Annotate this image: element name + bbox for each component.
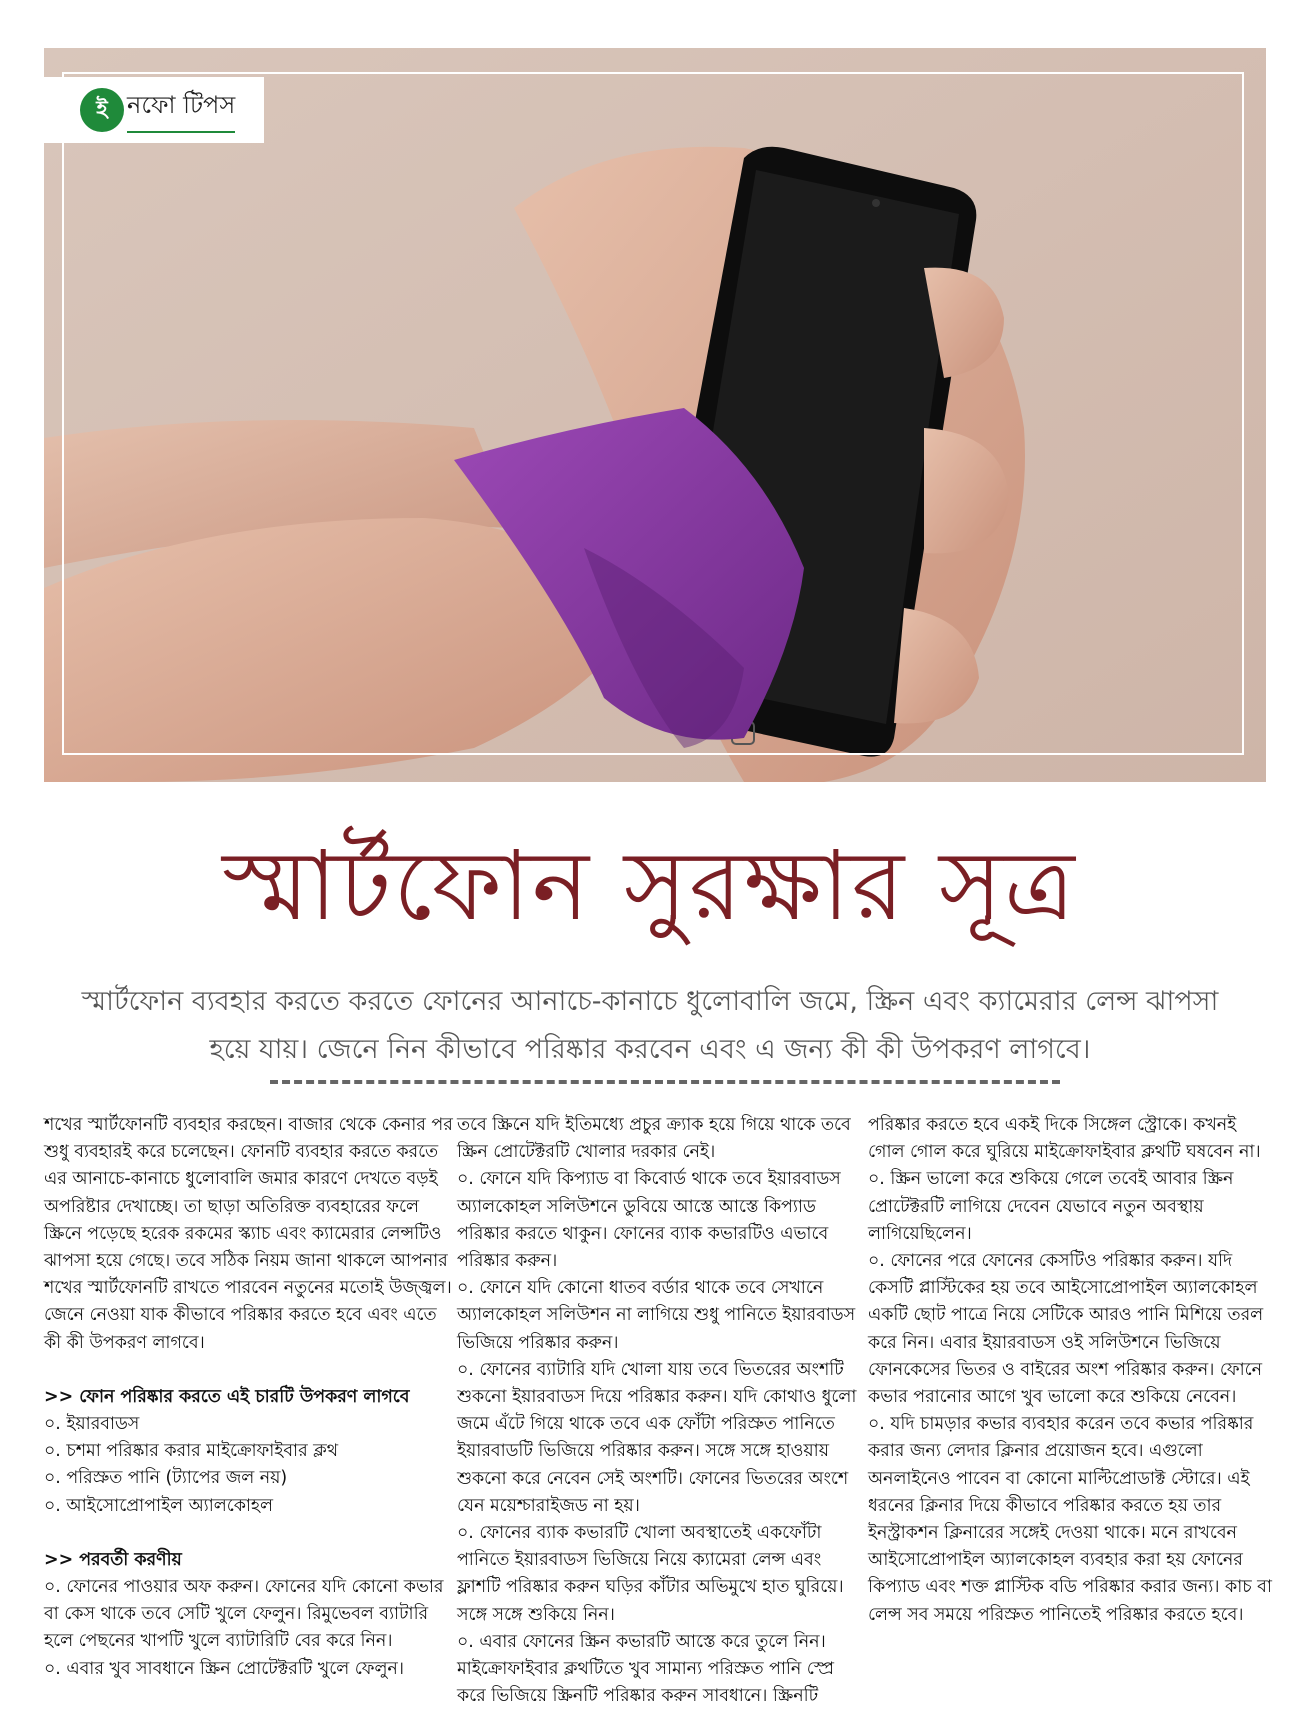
info-tips-badge	[44, 77, 264, 143]
column-3	[868, 1112, 1278, 1629]
body-paragraph: ০. ফোনে যদি কোনো ধাতব বর্ডার থাকে তবে সেখানে অ্যালকোহল সলিউশন না লাগিয়ে শুধু পানিতে ইয়ারবাডস ভিজিয়ে পরিষ্কার করুন।	[457, 1278, 856, 1353]
column-2	[457, 1112, 867, 1710]
body-paragraph: ০. ফোনের ব্যাক কভারটি খোলা অবস্থাতেই একফোঁটা পানিতে ইয়ারবাডস ভিজিয়ে নিয়ে ক্যামেরা লেন্স এবং ফ্লাশটি পরিষ্কার করুন ঘড়ির কাঁটার অভিমুখে হাত ঘুরিয়ে। সঙ্গে সঙ্গে শুকিয়ে নিন।	[457, 1523, 844, 1625]
body-paragraph: ০. ফোনের পরে ফোনের কেসটিও পরিষ্কার করুন। যদি কেসটি প্লাস্টিকের হয় তবে আইসোপ্রোপাইল অ্যালকোহল একটি ছোট পাত্রে নিয়ে সেটিকে আরও পানি মিশিয়ে তরল করে নিন। এবার ইয়ারবাডস ওই সলিউশনে ভিজিয়ে ফোনকেসের ভিতর ও বাইরের অংশ পরিষ্কার করুন। ফোনে কভার পরানোর আগে খুব ভালো করে শুকিয়ে নেবেন।	[868, 1251, 1264, 1408]
body-paragraph: তবে স্ক্রিনে যদি ইতিমধ্যে প্রচুর ক্র্যাক হয়ে গিয়ে থাকে তবে স্ক্রিন প্রোটেক্টরটি খোলার দরকার নেই।	[457, 1115, 851, 1163]
photo-frame-border	[62, 72, 1244, 755]
badge-label: নফো টিপস	[127, 87, 235, 133]
dashed-divider	[270, 1080, 1060, 1084]
materials-heading: >> ফোন পরিষ্কার করতে এই চারটি উপকরণ লাগবে	[44, 1386, 410, 1407]
list-item: ০. ইয়ারবাডস	[44, 1414, 140, 1435]
body-paragraph: ০. যদি চামড়ার কভার ব্যবহার করেন তবে কভার পরিষ্কার করার জন্য লেদার ক্লিনার প্রয়োজন হবে। এগুলো অনলাইনেও পাবেন বা কোনো মাল্টিপ্রোডাক্ট স্টোরে। এই ধরনের ক্লিনার দিয়ে কীভাবে পরিষ্কার করতে হয় তার ইনস্ট্রাকশন ক্লিনারের সঙ্গেই দেওয়া থাকে। মনে রাখবেন আইসোপ্রোপাইল অ্যালকোহল ব্যবহার করা হয় ফোনের কিপ্যাড এবং শক্ত প্লাস্টিক বডি পরিষ্কার করার জন্য। কাচ বা লেন্স সব সময়ে পরিস্রুত পানিতেই পরিষ্কার করতে হবে।	[868, 1414, 1272, 1625]
intro-paragraph: শখের স্মার্টফোনটি ব্যবহার করছেন। বাজার থেকে কেনার পর শুধু ব্যবহারই করে চলেছেন। ফোনটি ব্যবহার করতে করতে এর আনাচে-কানাচে ধুলোবালি জমার কারণে দেখতে বড়ই অপরিষ্টার দেখাচ্ছে। তা ছাড়া অতিরিক্ত ব্যবহারের ফলে স্ক্রিনে পড়েছে হরেক রকমের স্ক্যাচ এবং ক্যামেরার লেন্সটিও ঝাপসা হয়ে গেছে। তবে সঠিক নিয়ম জানা থাকলে আপনার শখের স্মার্টফোনটি রাখতে পারবেন নতুনের মতোই উজ্জ্বল। জেনে নেওয়া যাক কীভাবে পরিষ্কার করতে হবে এবং এতে কী কী উপকরণ লাগবে।	[44, 1115, 453, 1353]
article-title: স্মার্টফোন সুরক্ষার সূত্র	[222, 830, 1077, 942]
article-lede: স্মার্টফোন ব্যবহার করতে করতে ফোনের আনাচে-কানাচে ধুলোবালি জমে, স্ক্রিন এবং ক্যামেরার লেন্স ঝাপসা হয়ে যায়। জেনে নিন কীভাবে পরিষ্কার করবেন এবং এ জন্য কী কী উপকরণ লাগবে।	[81, 986, 1219, 1065]
badge-icon: ই	[80, 88, 124, 132]
body-paragraph: ০. স্ক্রিন ভালো করে শুকিয়ে গেলে তবেই আবার স্ক্রিন প্রোটেক্টরটি লাগিয়ে দেবেন যেভাবে নতুন অবস্থায় লাগিয়েছিলেন।	[868, 1169, 1234, 1244]
step-paragraph: ০. ফোনের পাওয়ার অফ করুন। ফোনের যদি কোনো কভার বা কেস থাকে তবে সেটি খুলে ফেলুন। রিমুভেবল ব্যাটারি হলে পেছনের খাপটি খুলে ব্যাটারিটি বের করে নিন।	[44, 1577, 444, 1652]
next-steps-heading: >> পরবর্তী করণীয়	[44, 1549, 182, 1570]
list-item: ০. চশমা পরিষ্কার করার মাইক্রোফাইবার ক্লথ	[44, 1441, 339, 1462]
body-paragraph: পরিষ্কার করতে হবে একই দিকে সিঙ্গেল স্ট্রোকে। কখনই গোল গোল করে ঘুরিয়ে মাইক্রোফাইবার ক্লথটি ঘষবেন না।	[868, 1115, 1261, 1163]
body-paragraph: ০. এবার ফোনের স্ক্রিন কভারটি আস্তে করে তুলে নিন। মাইক্রোফাইবার ক্লথটিতে খুব সামান্য পরিস্রুত পানি স্প্রে করে ভিজিয়ে স্ক্রিনটি পরিষ্কার করুন সাবধানে। স্ক্রিনটি	[457, 1631, 834, 1707]
list-item: ০. পরিস্রুত পানি (ট্যাপের জল নয়)	[44, 1468, 288, 1489]
hero-photo	[44, 48, 1266, 782]
column-1	[44, 1112, 454, 1683]
list-item: ০. আইসোপ্রোপাইল অ্যালকোহল	[44, 1495, 274, 1516]
body-paragraph: ০. ফোনের ব্যাটারি যদি খোলা যায় তবে ভিতরের অংশটি শুকনো ইয়ারবাডস দিয়ে পরিষ্কার করুন। যদি কোথাও ধুলো জমে এঁটে গিয়ে থাকে তবে এক ফোঁটা পরিস্রুত পানিতে ইয়ারবাডটি ভিজিয়ে পরিষ্কার করুন। সঙ্গে সঙ্গে হাওয়ায় শুকনো করে নেবেন সেই অংশটি। ফোনের ভিতরের অংশে যেন ময়েশ্চারাইজড না হয়।	[457, 1359, 857, 1516]
step-paragraph: ০. এবার খুব সাবধানে স্ক্রিন প্রোটেক্টরটি খুলে ফেলুন।	[44, 1658, 405, 1679]
body-paragraph: ০. ফোনে যদি কিপ্যাড বা কিবোর্ড থাকে তবে ইয়ারবাডস অ্যালকোহল সলিউশনে ডুবিয়ে আস্তে আস্তে কিপ্যাড পরিষ্কার করতে থাকুন। ফোনের ব্যাক কভারটিও এভাবে পরিষ্কার করুন।	[457, 1169, 841, 1272]
